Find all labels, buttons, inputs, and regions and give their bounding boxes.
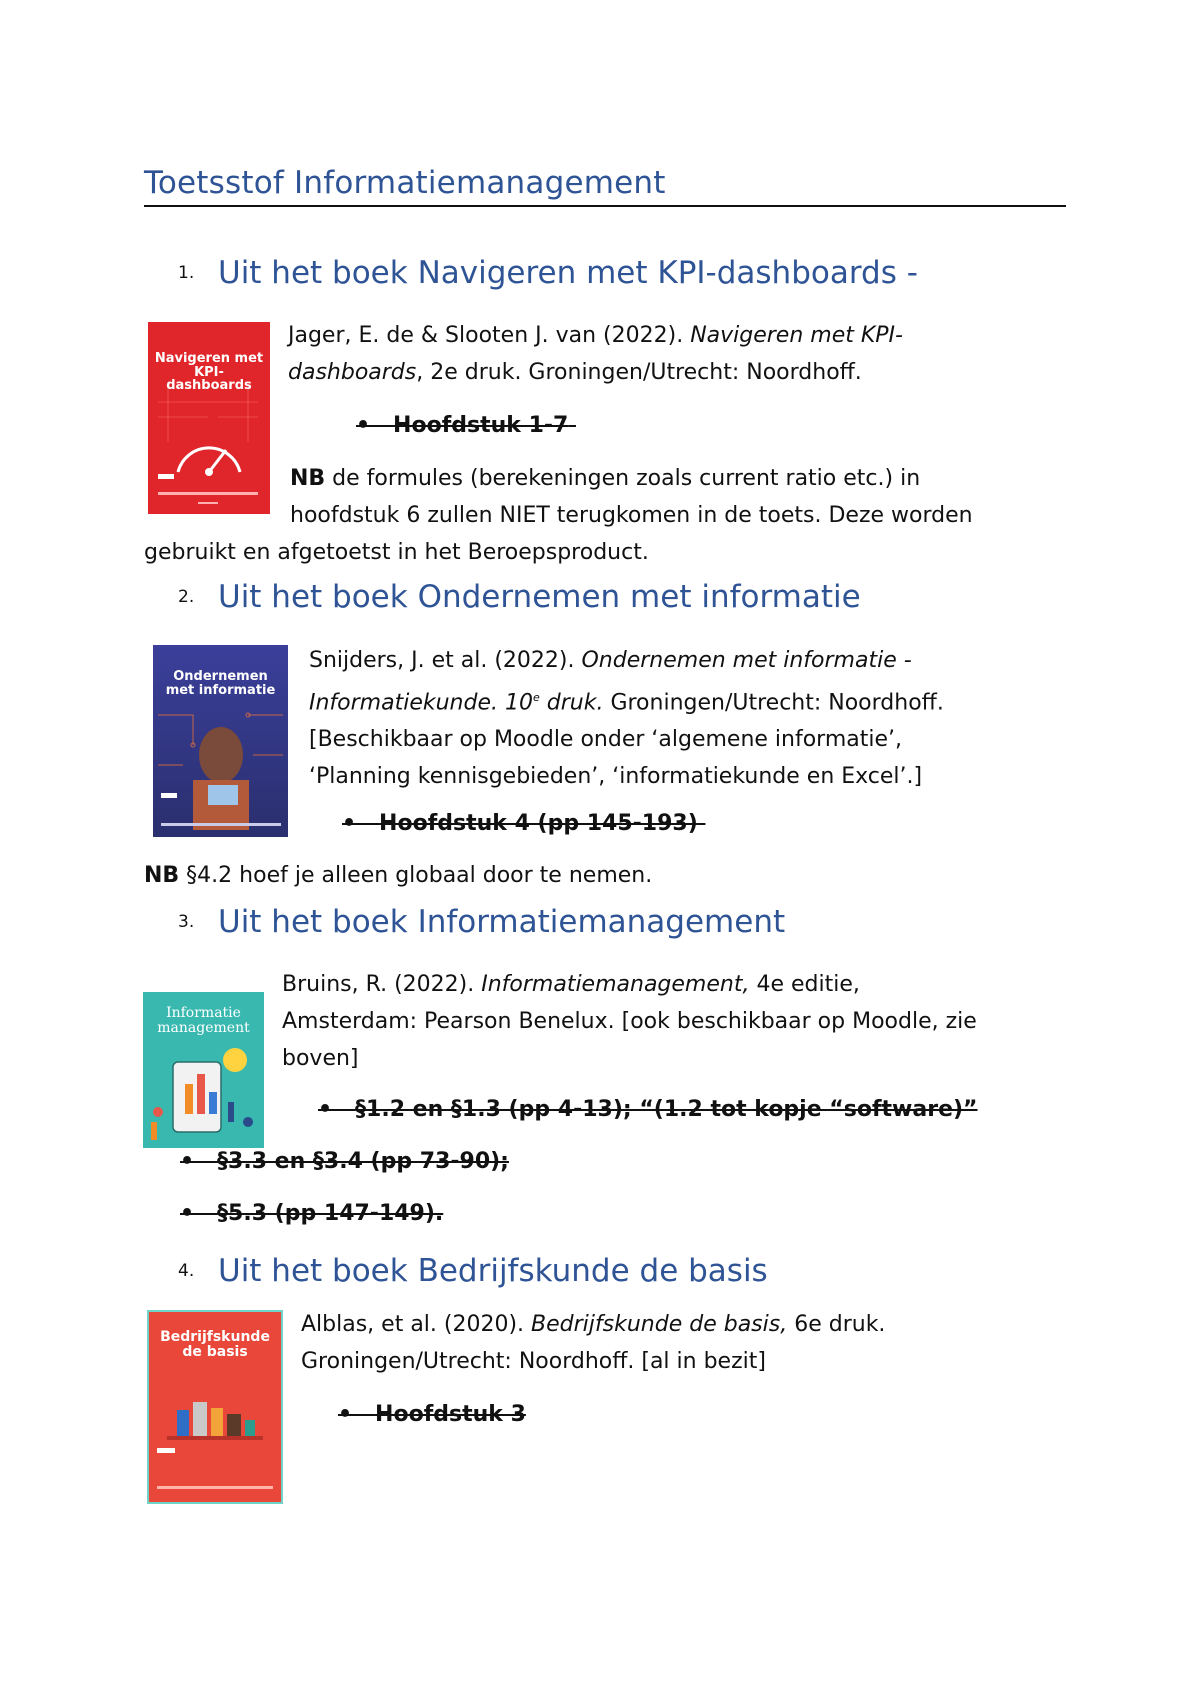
book-cover-bedrijfskunde xyxy=(147,1310,283,1504)
section-1-note-cont: gebruikt en afgetoetst in het Beroepsproduct. xyxy=(144,540,649,565)
title-underline xyxy=(144,205,1066,207)
cover-title-ondernemen: Ondernemen met informatie xyxy=(165,669,276,698)
cover-title-kpi: Navigeren met KPI-dashboards xyxy=(154,351,264,394)
section-3-bullet-3: • §5.3 (pp 147-149). xyxy=(180,1201,444,1226)
section-3-heading: Uit het boek Informatiemanagement xyxy=(218,904,786,940)
section-2-bullet: • Hoofdstuk 4 (pp 145-193) xyxy=(342,811,698,836)
section-2-note: NB §4.2 hoef je alleen globaal door te nemen. xyxy=(144,863,653,888)
section-3-reference: Bruins, R. (2022). Informatiemanagement, 4e editie, Amsterdam: Pearson Benelux. [ook beschikbaar op Moodle, zie boven] xyxy=(282,972,977,1071)
section-3-bullet-1: • §1.2 en §1.3 (pp 4-13); “(1.2 tot kopje “software)” xyxy=(318,1097,978,1122)
section-1-heading: Uit het boek Navigeren met KPI-dashboards - xyxy=(218,255,918,291)
page-title: Toetsstof Informatiemanagement xyxy=(144,165,666,201)
section-4-heading: Uit het boek Bedrijfskunde de basis xyxy=(218,1253,768,1289)
cover-title-informatiemanagement: Informatie management xyxy=(157,1005,250,1036)
section-1-number: 1. xyxy=(178,263,195,283)
book-cover-informatiemanagement xyxy=(143,992,264,1148)
section-1-bullet: • Hoofdstuk 1-7 xyxy=(356,413,569,438)
section-2-reference: Snijders, J. et al. (2022). Ondernemen met informatie - Informatiekunde. 10e druk. Groningen/Utrecht: Noordhoff. [Beschikbaar op Moodle onder ‘algemene informatie’, ‘Planning kennisgebieden’, ‘informatiekunde en Excel’.] xyxy=(309,648,944,790)
section-4-reference: Alblas, et al. (2020). Bedrijfskunde de basis, 6e druk. Groningen/Utrecht: Noordhoff. [al in bezit] xyxy=(301,1312,886,1374)
section-1-reference: Jager, E. de & Slooten J. van (2022). Navigeren met KPI- dashboards, 2e druk. Groningen/Utrecht: Noordhoff. xyxy=(288,323,903,385)
section-2-number: 2. xyxy=(178,587,195,607)
section-4-bullet: • Hoofdstuk 3 xyxy=(338,1402,526,1427)
section-2-heading: Uit het boek Ondernemen met informatie xyxy=(218,579,861,615)
book-cover-ondernemen xyxy=(153,645,288,837)
section-3-bullet-2: • §3.3 en §3.4 (pp 73-90); xyxy=(180,1149,509,1174)
section-4-number: 4. xyxy=(178,1261,195,1281)
cover-title-bedrijfskunde: Bedrijfskunde de basis xyxy=(160,1329,270,1360)
book-cover-kpi-dashboards xyxy=(148,322,270,514)
section-1-note: NB de formules (berekeningen zoals current ratio etc.) in hoofdstuk 6 zullen NIET terugkomen in de toets. Deze worden xyxy=(290,466,973,528)
section-3-number: 3. xyxy=(178,912,195,932)
